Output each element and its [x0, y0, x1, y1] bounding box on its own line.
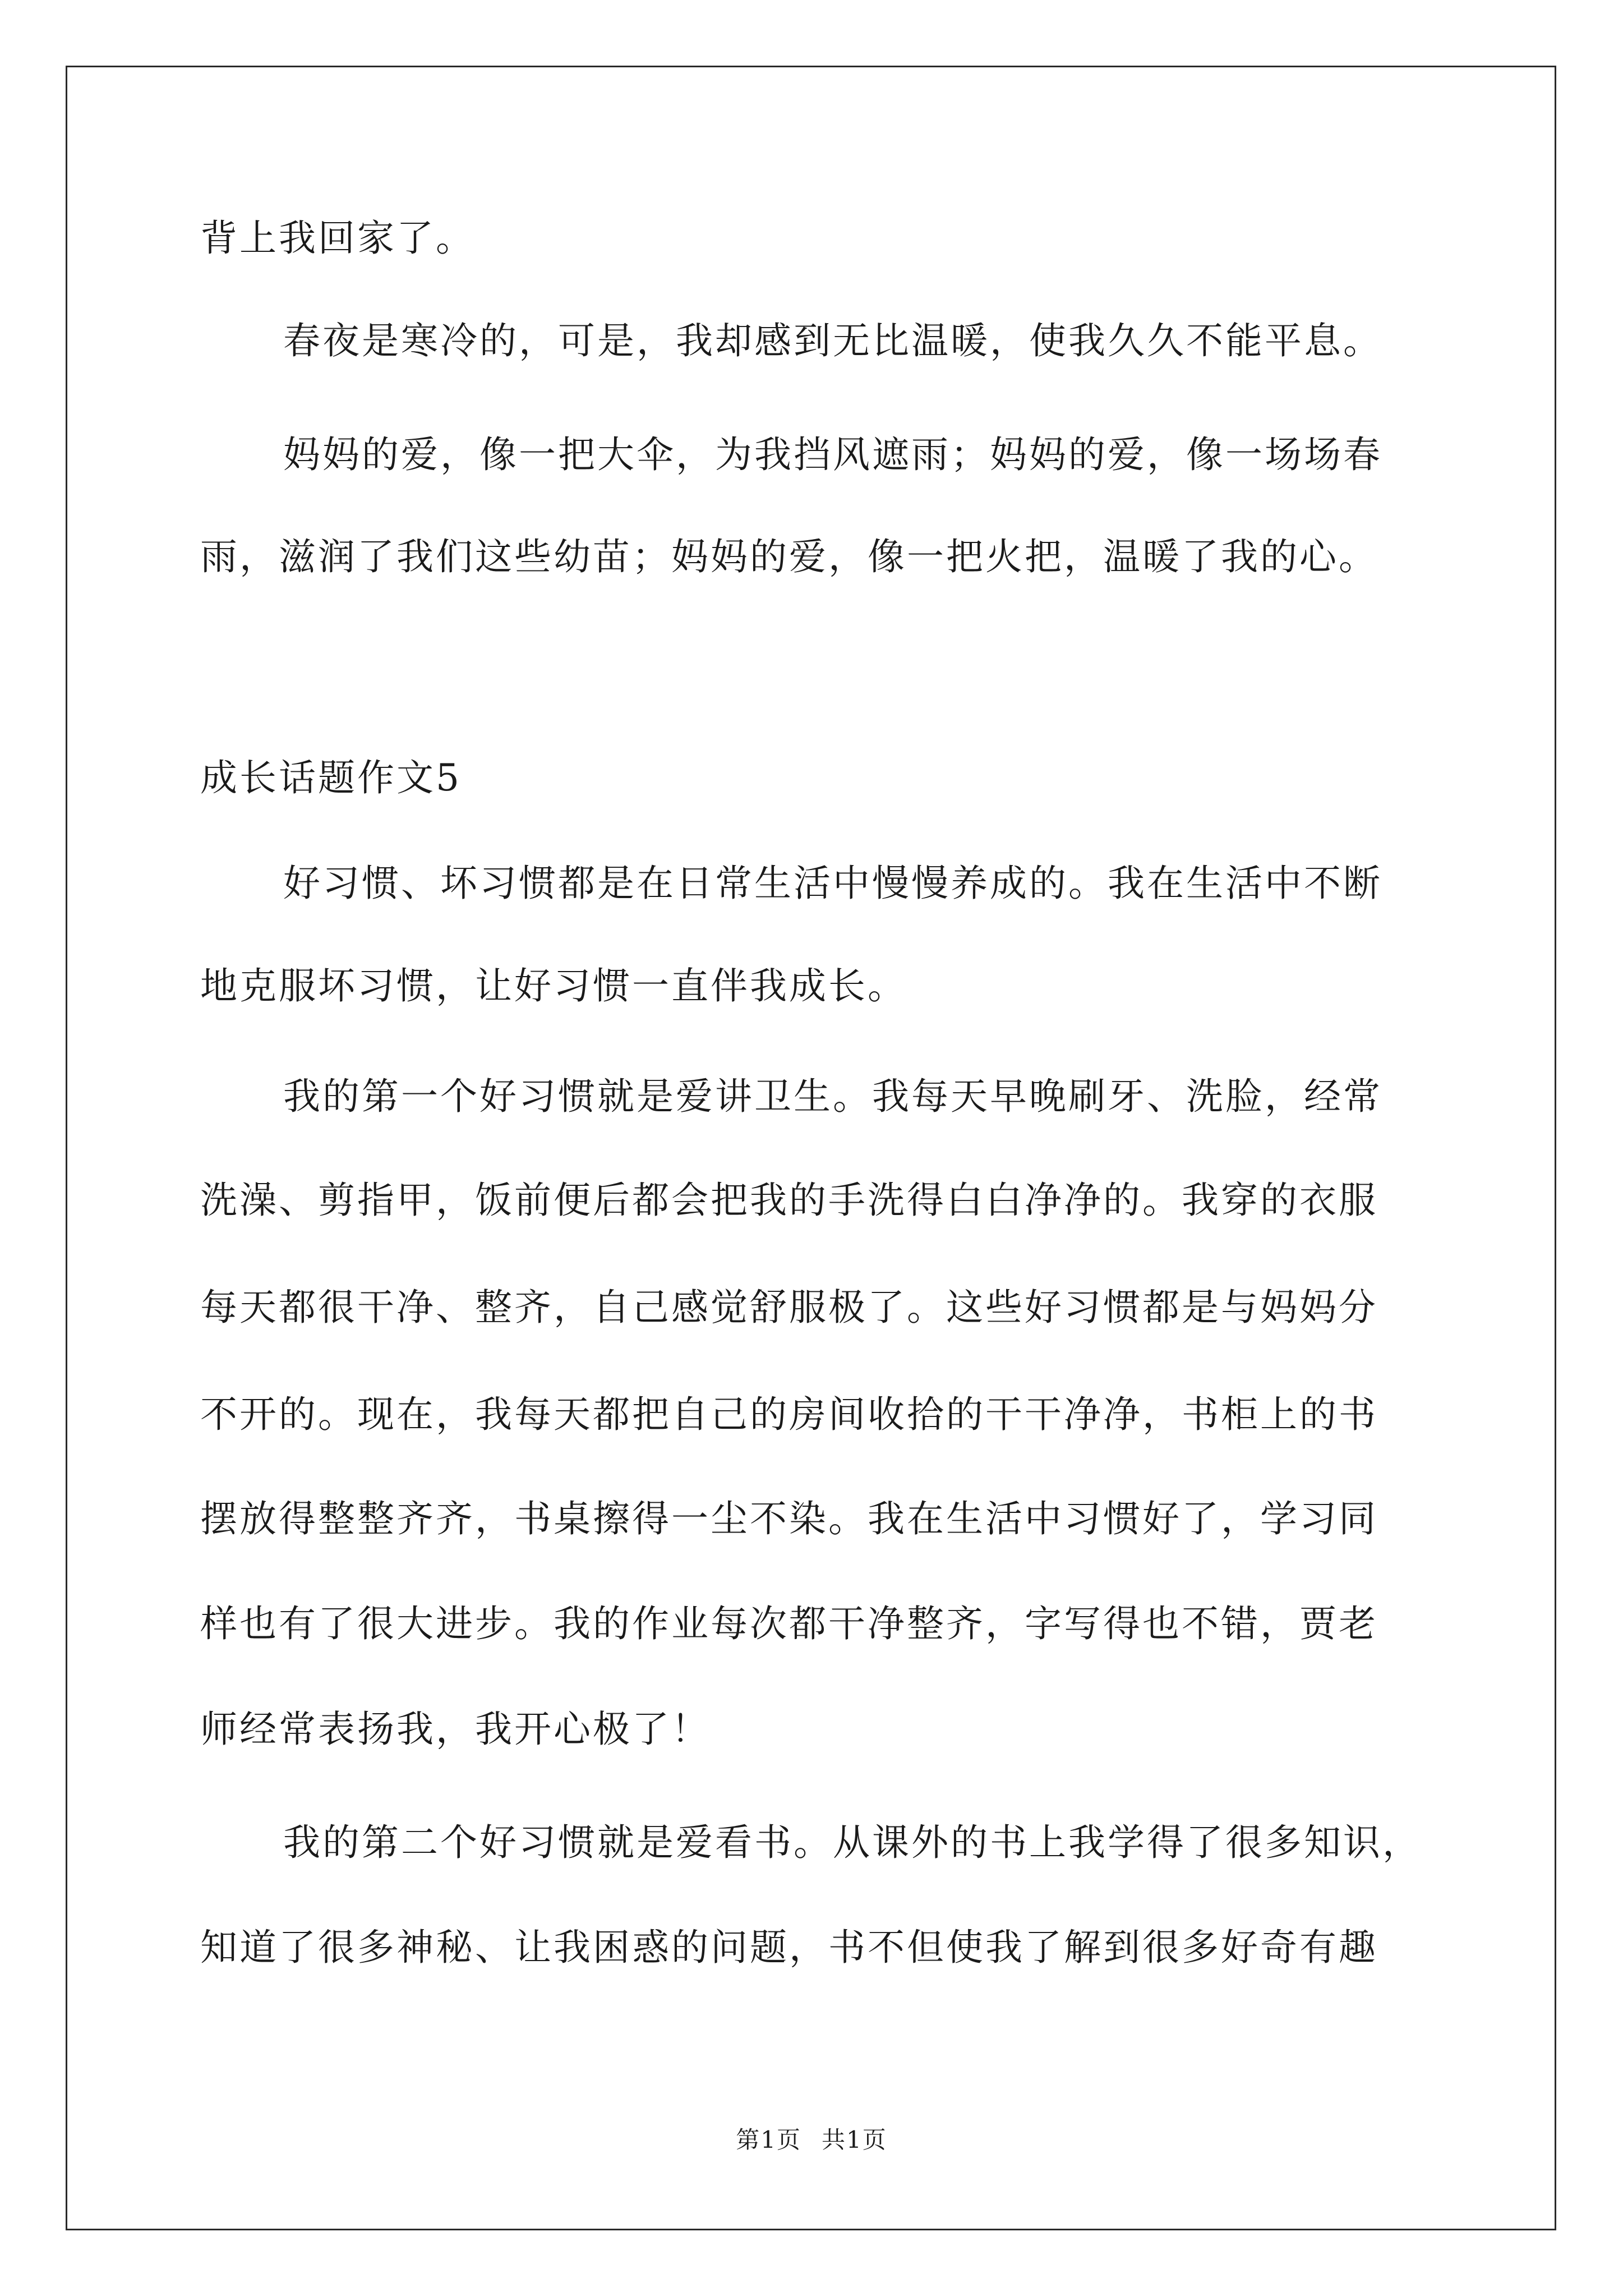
text-line: 春夜是寒冷的，可是，我却感到无比温暖，使我久久不能平息。 — [283, 319, 1382, 362]
text-line: 样也有了很大进步。我的作业每次都干净整齐，字写得也不错，贾老 — [200, 1602, 1378, 1645]
text-line: 我的第一个好习惯就是爱讲卫生。我每天早晚刷牙、洗脸，经常 — [283, 1075, 1382, 1118]
section-heading: 成长话题作文5 — [200, 756, 462, 799]
page-footer — [0, 2126, 1623, 2154]
text-line: 我的第二个好习惯就是爱看书。从课外的书上我学得了很多知识， — [283, 1821, 1422, 1864]
text-line: 雨，滋润了我们这些幼苗；妈妈的爱，像一把火把，温暖了我的心。 — [200, 535, 1378, 578]
page-number: 第1页 — [736, 2126, 801, 2154]
text-line: 摆放得整整齐齐，书桌擦得一尘不染。我在生活中习惯好了，学习同 — [200, 1497, 1378, 1540]
text-line: 知道了很多神秘、让我困惑的问题，书不但使我了解到很多好奇有趣 — [200, 1926, 1378, 1969]
text-line: 好习惯、坏习惯都是在日常生活中慢慢养成的。我在生活中不断 — [283, 862, 1382, 905]
text-line: 背上我回家了。 — [200, 217, 475, 260]
text-line: 地克服坏习惯，让好习惯一直伴我成长。 — [200, 964, 907, 1007]
text-line: 师经常表扬我，我开心极了！ — [200, 1708, 711, 1751]
text-line: 不开的。现在，我每天都把自己的房间收拾的干干净净，书柜上的书 — [200, 1393, 1378, 1436]
page-border — [66, 66, 1556, 2230]
page-total: 共1页 — [822, 2126, 887, 2154]
text-line: 每天都很干净、整齐，自己感觉舒服极了。这些好习惯都是与妈妈分 — [200, 1286, 1378, 1329]
text-line: 妈妈的爱，像一把大伞，为我挡风遮雨；妈妈的爱，像一场场春 — [283, 433, 1382, 476]
text-line: 洗澡、剪指甲，饭前便后都会把我的手洗得白白净净的。我穿的衣服 — [200, 1179, 1378, 1222]
